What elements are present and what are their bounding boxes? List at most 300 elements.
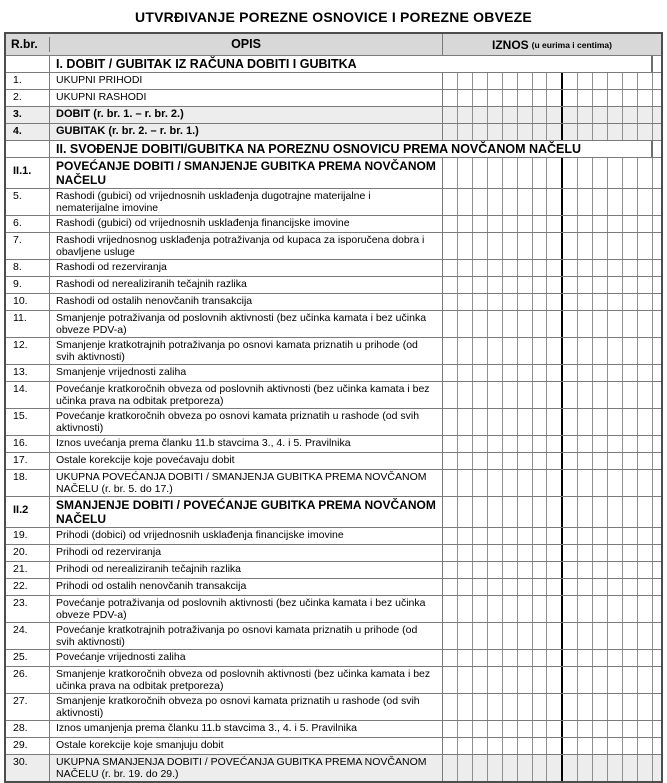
- amount-cell[interactable]: [652, 694, 661, 720]
- amount-cell[interactable]: [457, 528, 472, 544]
- amount-cell[interactable]: [607, 124, 622, 140]
- amount-cell[interactable]: [487, 667, 502, 693]
- amount-cell[interactable]: [517, 260, 532, 276]
- amount-cell[interactable]: [487, 453, 502, 469]
- amount-cell[interactable]: [607, 233, 622, 259]
- amount-cell[interactable]: [443, 721, 457, 737]
- amount-cell[interactable]: [457, 107, 472, 123]
- amount-cell[interactable]: [622, 311, 637, 337]
- amount-cell[interactable]: [457, 73, 472, 89]
- amount-cell[interactable]: [561, 338, 577, 364]
- amount-cell[interactable]: [592, 311, 607, 337]
- amount-cell[interactable]: [472, 277, 487, 293]
- amount-cell[interactable]: [546, 294, 561, 310]
- amount-cell[interactable]: [472, 158, 487, 188]
- amount-cell[interactable]: [457, 409, 472, 435]
- amount-cell[interactable]: [502, 562, 517, 578]
- amount-cell[interactable]: [637, 73, 652, 89]
- amount-cell[interactable]: [472, 470, 487, 496]
- amount-cell[interactable]: [652, 409, 661, 435]
- amount-cell[interactable]: [532, 650, 547, 666]
- amount-cell[interactable]: [652, 453, 661, 469]
- amount-cell[interactable]: [487, 755, 502, 781]
- amount-cell[interactable]: [637, 667, 652, 693]
- amount-cell[interactable]: [652, 124, 661, 140]
- amount-cell[interactable]: [577, 311, 592, 337]
- amount-cell[interactable]: [607, 294, 622, 310]
- amount-cell[interactable]: [487, 189, 502, 215]
- amount-cell[interactable]: [517, 453, 532, 469]
- amount-cell[interactable]: [472, 755, 487, 781]
- amount-cell[interactable]: [517, 90, 532, 106]
- amount-cell[interactable]: [487, 694, 502, 720]
- amount-cell[interactable]: [487, 721, 502, 737]
- amount-cell[interactable]: [487, 436, 502, 452]
- amount-cell[interactable]: [592, 216, 607, 232]
- amount-cell[interactable]: [487, 277, 502, 293]
- amount-cell[interactable]: [457, 260, 472, 276]
- amount-cell[interactable]: [622, 409, 637, 435]
- amount-cell[interactable]: [637, 623, 652, 649]
- amount-cell[interactable]: [561, 596, 577, 622]
- amount-cell[interactable]: [443, 409, 457, 435]
- amount-cell[interactable]: [622, 650, 637, 666]
- amount-cell[interactable]: [592, 721, 607, 737]
- amount-cell[interactable]: [637, 453, 652, 469]
- amount-cell[interactable]: [561, 409, 577, 435]
- amount-cell[interactable]: [592, 562, 607, 578]
- amount-cell[interactable]: [502, 107, 517, 123]
- amount-cell[interactable]: [592, 596, 607, 622]
- amount-cell[interactable]: [502, 233, 517, 259]
- amount-cell[interactable]: [532, 738, 547, 754]
- amount-cell[interactable]: [472, 453, 487, 469]
- amount-cell[interactable]: [502, 294, 517, 310]
- amount-cell[interactable]: [443, 528, 457, 544]
- amount-cell[interactable]: [472, 338, 487, 364]
- amount-cell[interactable]: [561, 382, 577, 408]
- amount-cell[interactable]: [607, 755, 622, 781]
- amount-cell[interactable]: [502, 311, 517, 337]
- amount-cell[interactable]: [457, 233, 472, 259]
- amount-cell[interactable]: [502, 545, 517, 561]
- amount-cell[interactable]: [502, 667, 517, 693]
- amount-cell[interactable]: [561, 436, 577, 452]
- amount-cell[interactable]: [546, 107, 561, 123]
- amount-cell[interactable]: [517, 721, 532, 737]
- amount-cell[interactable]: [607, 73, 622, 89]
- amount-cell[interactable]: [502, 409, 517, 435]
- amount-cell[interactable]: [502, 694, 517, 720]
- amount-cell[interactable]: [532, 497, 547, 527]
- amount-cell[interactable]: [472, 721, 487, 737]
- amount-cell[interactable]: [577, 382, 592, 408]
- amount-cell[interactable]: [517, 124, 532, 140]
- amount-cell[interactable]: [622, 755, 637, 781]
- amount-cell[interactable]: [517, 409, 532, 435]
- amount-cell[interactable]: [546, 260, 561, 276]
- amount-cell[interactable]: [637, 260, 652, 276]
- amount-cell[interactable]: [637, 497, 652, 527]
- amount-cell[interactable]: [487, 294, 502, 310]
- amount-cell[interactable]: [637, 338, 652, 364]
- amount-cell[interactable]: [561, 545, 577, 561]
- amount-cell[interactable]: [607, 738, 622, 754]
- amount-cell[interactable]: [502, 90, 517, 106]
- amount-cell[interactable]: [546, 470, 561, 496]
- amount-cell[interactable]: [546, 409, 561, 435]
- amount-cell[interactable]: [457, 721, 472, 737]
- amount-cell[interactable]: [502, 738, 517, 754]
- amount-cell[interactable]: [577, 158, 592, 188]
- amount-cell[interactable]: [577, 124, 592, 140]
- amount-cell[interactable]: [502, 73, 517, 89]
- amount-cell[interactable]: [487, 107, 502, 123]
- amount-cell[interactable]: [577, 338, 592, 364]
- amount-cell[interactable]: [457, 189, 472, 215]
- amount-cell[interactable]: [443, 233, 457, 259]
- amount-cell[interactable]: [561, 470, 577, 496]
- amount-cell[interactable]: [443, 623, 457, 649]
- amount-cell[interactable]: [592, 528, 607, 544]
- amount-cell[interactable]: [637, 189, 652, 215]
- amount-cell[interactable]: [457, 90, 472, 106]
- amount-cell[interactable]: [472, 409, 487, 435]
- amount-cell[interactable]: [546, 158, 561, 188]
- amount-cell[interactable]: [592, 73, 607, 89]
- amount-cell[interactable]: [577, 470, 592, 496]
- amount-cell[interactable]: [457, 158, 472, 188]
- amount-cell[interactable]: [532, 667, 547, 693]
- amount-cell[interactable]: [652, 436, 661, 452]
- amount-cell[interactable]: [577, 755, 592, 781]
- amount-cell[interactable]: [443, 294, 457, 310]
- amount-cell[interactable]: [622, 436, 637, 452]
- amount-cell[interactable]: [607, 436, 622, 452]
- amount-cell[interactable]: [517, 233, 532, 259]
- amount-cell[interactable]: [546, 755, 561, 781]
- amount-cell[interactable]: [472, 596, 487, 622]
- amount-cell[interactable]: [637, 158, 652, 188]
- amount-cell[interactable]: [457, 311, 472, 337]
- amount-cell[interactable]: [517, 470, 532, 496]
- amount-cell[interactable]: [472, 107, 487, 123]
- amount-cell[interactable]: [577, 694, 592, 720]
- amount-cell[interactable]: [457, 596, 472, 622]
- amount-cell[interactable]: [487, 124, 502, 140]
- amount-cell[interactable]: [517, 216, 532, 232]
- amount-cell[interactable]: [607, 338, 622, 364]
- amount-cell[interactable]: [517, 497, 532, 527]
- amount-cell[interactable]: [577, 562, 592, 578]
- amount-cell[interactable]: [577, 721, 592, 737]
- amount-cell[interactable]: [607, 721, 622, 737]
- amount-cell[interactable]: [517, 623, 532, 649]
- amount-cell[interactable]: [443, 650, 457, 666]
- amount-cell[interactable]: [592, 453, 607, 469]
- amount-cell[interactable]: [502, 338, 517, 364]
- amount-cell[interactable]: [637, 311, 652, 337]
- amount-cell[interactable]: [546, 497, 561, 527]
- amount-cell[interactable]: [607, 650, 622, 666]
- amount-cell[interactable]: [607, 189, 622, 215]
- amount-cell[interactable]: [502, 721, 517, 737]
- amount-cell[interactable]: [532, 721, 547, 737]
- amount-cell[interactable]: [546, 189, 561, 215]
- amount-cell[interactable]: [472, 545, 487, 561]
- amount-cell[interactable]: [577, 596, 592, 622]
- amount-cell[interactable]: [637, 90, 652, 106]
- amount-cell[interactable]: [622, 497, 637, 527]
- amount-cell[interactable]: [532, 545, 547, 561]
- amount-cell[interactable]: [457, 436, 472, 452]
- amount-cell[interactable]: [652, 528, 661, 544]
- amount-cell[interactable]: [607, 107, 622, 123]
- amount-cell[interactable]: [577, 545, 592, 561]
- amount-cell[interactable]: [502, 158, 517, 188]
- amount-cell[interactable]: [561, 294, 577, 310]
- amount-cell[interactable]: [487, 596, 502, 622]
- amount-cell[interactable]: [443, 382, 457, 408]
- amount-cell[interactable]: [487, 497, 502, 527]
- amount-cell[interactable]: [443, 694, 457, 720]
- amount-cell[interactable]: [622, 596, 637, 622]
- amount-cell[interactable]: [592, 667, 607, 693]
- amount-cell[interactable]: [652, 382, 661, 408]
- amount-cell[interactable]: [517, 277, 532, 293]
- amount-cell[interactable]: [577, 365, 592, 381]
- amount-cell[interactable]: [517, 189, 532, 215]
- amount-cell[interactable]: [546, 453, 561, 469]
- amount-cell[interactable]: [652, 562, 661, 578]
- amount-cell[interactable]: [443, 311, 457, 337]
- amount-cell[interactable]: [472, 90, 487, 106]
- amount-cell[interactable]: [546, 528, 561, 544]
- amount-cell[interactable]: [443, 497, 457, 527]
- amount-cell[interactable]: [487, 260, 502, 276]
- amount-cell[interactable]: [637, 545, 652, 561]
- amount-cell[interactable]: [637, 694, 652, 720]
- amount-cell[interactable]: [561, 124, 577, 140]
- amount-cell[interactable]: [487, 470, 502, 496]
- amount-cell[interactable]: [652, 233, 661, 259]
- amount-cell[interactable]: [502, 189, 517, 215]
- amount-cell[interactable]: [622, 277, 637, 293]
- amount-cell[interactable]: [637, 409, 652, 435]
- amount-cell[interactable]: [546, 365, 561, 381]
- amount-cell[interactable]: [472, 124, 487, 140]
- amount-cell[interactable]: [443, 90, 457, 106]
- amount-cell[interactable]: [487, 90, 502, 106]
- amount-cell[interactable]: [592, 579, 607, 595]
- amount-cell[interactable]: [546, 436, 561, 452]
- amount-cell[interactable]: [487, 338, 502, 364]
- amount-cell[interactable]: [577, 216, 592, 232]
- amount-cell[interactable]: [592, 409, 607, 435]
- amount-cell[interactable]: [622, 233, 637, 259]
- amount-cell[interactable]: [457, 694, 472, 720]
- amount-cell[interactable]: [472, 623, 487, 649]
- amount-cell[interactable]: [622, 562, 637, 578]
- amount-cell[interactable]: [502, 124, 517, 140]
- amount-cell[interactable]: [622, 623, 637, 649]
- amount-cell[interactable]: [622, 260, 637, 276]
- amount-cell[interactable]: [607, 694, 622, 720]
- amount-cell[interactable]: [637, 528, 652, 544]
- amount-cell[interactable]: [607, 562, 622, 578]
- amount-cell[interactable]: [517, 73, 532, 89]
- amount-cell[interactable]: [517, 528, 532, 544]
- amount-cell[interactable]: [622, 738, 637, 754]
- amount-cell[interactable]: [607, 216, 622, 232]
- amount-cell[interactable]: [637, 755, 652, 781]
- amount-cell[interactable]: [457, 470, 472, 496]
- amount-cell[interactable]: [622, 528, 637, 544]
- amount-cell[interactable]: [577, 409, 592, 435]
- amount-cell[interactable]: [652, 90, 661, 106]
- amount-cell[interactable]: [546, 738, 561, 754]
- amount-cell[interactable]: [487, 623, 502, 649]
- amount-cell[interactable]: [532, 294, 547, 310]
- amount-cell[interactable]: [546, 277, 561, 293]
- amount-cell[interactable]: [487, 409, 502, 435]
- amount-cell[interactable]: [532, 338, 547, 364]
- amount-cell[interactable]: [443, 453, 457, 469]
- amount-cell[interactable]: [517, 579, 532, 595]
- amount-cell[interactable]: [592, 545, 607, 561]
- amount-cell[interactable]: [622, 545, 637, 561]
- amount-cell[interactable]: [532, 694, 547, 720]
- amount-cell[interactable]: [457, 453, 472, 469]
- amount-cell[interactable]: [561, 562, 577, 578]
- amount-cell[interactable]: [472, 738, 487, 754]
- amount-cell[interactable]: [637, 562, 652, 578]
- amount-cell[interactable]: [457, 579, 472, 595]
- amount-cell[interactable]: [487, 311, 502, 337]
- amount-cell[interactable]: [622, 579, 637, 595]
- amount-cell[interactable]: [457, 738, 472, 754]
- amount-cell[interactable]: [502, 579, 517, 595]
- amount-cell[interactable]: [546, 579, 561, 595]
- amount-cell[interactable]: [652, 189, 661, 215]
- amount-cell[interactable]: [517, 436, 532, 452]
- amount-cell[interactable]: [561, 528, 577, 544]
- amount-cell[interactable]: [652, 579, 661, 595]
- amount-cell[interactable]: [652, 596, 661, 622]
- amount-cell[interactable]: [561, 650, 577, 666]
- amount-cell[interactable]: [443, 73, 457, 89]
- amount-cell[interactable]: [561, 365, 577, 381]
- amount-cell[interactable]: [546, 382, 561, 408]
- amount-cell[interactable]: [457, 216, 472, 232]
- amount-cell[interactable]: [443, 436, 457, 452]
- amount-cell[interactable]: [592, 755, 607, 781]
- amount-cell[interactable]: [472, 294, 487, 310]
- amount-cell[interactable]: [592, 124, 607, 140]
- amount-cell[interactable]: [637, 650, 652, 666]
- amount-cell[interactable]: [443, 562, 457, 578]
- amount-cell[interactable]: [517, 545, 532, 561]
- amount-cell[interactable]: [472, 497, 487, 527]
- amount-cell[interactable]: [532, 623, 547, 649]
- amount-cell[interactable]: [443, 755, 457, 781]
- amount-cell[interactable]: [592, 650, 607, 666]
- amount-cell[interactable]: [652, 158, 661, 188]
- amount-cell[interactable]: [517, 562, 532, 578]
- amount-cell[interactable]: [592, 365, 607, 381]
- amount-cell[interactable]: [637, 365, 652, 381]
- amount-cell[interactable]: [561, 233, 577, 259]
- amount-cell[interactable]: [652, 107, 661, 123]
- amount-cell[interactable]: [487, 579, 502, 595]
- amount-cell[interactable]: [502, 453, 517, 469]
- amount-cell[interactable]: [652, 311, 661, 337]
- amount-cell[interactable]: [652, 667, 661, 693]
- amount-cell[interactable]: [652, 545, 661, 561]
- amount-cell[interactable]: [607, 409, 622, 435]
- amount-cell[interactable]: [607, 497, 622, 527]
- amount-cell[interactable]: [443, 124, 457, 140]
- amount-cell[interactable]: [652, 650, 661, 666]
- amount-cell[interactable]: [472, 667, 487, 693]
- amount-cell[interactable]: [472, 562, 487, 578]
- amount-cell[interactable]: [607, 623, 622, 649]
- amount-cell[interactable]: [577, 497, 592, 527]
- amount-cell[interactable]: [472, 260, 487, 276]
- amount-cell[interactable]: [577, 294, 592, 310]
- amount-cell[interactable]: [577, 528, 592, 544]
- amount-cell[interactable]: [561, 579, 577, 595]
- amount-cell[interactable]: [546, 721, 561, 737]
- amount-cell[interactable]: [487, 382, 502, 408]
- amount-cell[interactable]: [592, 738, 607, 754]
- amount-cell[interactable]: [607, 667, 622, 693]
- amount-cell[interactable]: [561, 260, 577, 276]
- amount-cell[interactable]: [561, 667, 577, 693]
- amount-cell[interactable]: [443, 667, 457, 693]
- amount-cell[interactable]: [502, 216, 517, 232]
- amount-cell[interactable]: [487, 528, 502, 544]
- amount-cell[interactable]: [592, 90, 607, 106]
- amount-cell[interactable]: [443, 189, 457, 215]
- amount-cell[interactable]: [502, 528, 517, 544]
- amount-cell[interactable]: [637, 277, 652, 293]
- amount-cell[interactable]: [561, 453, 577, 469]
- amount-cell[interactable]: [457, 545, 472, 561]
- amount-cell[interactable]: [532, 562, 547, 578]
- amount-cell[interactable]: [517, 650, 532, 666]
- amount-cell[interactable]: [652, 260, 661, 276]
- amount-cell[interactable]: [637, 216, 652, 232]
- amount-cell[interactable]: [607, 311, 622, 337]
- amount-cell[interactable]: [607, 470, 622, 496]
- amount-cell[interactable]: [502, 497, 517, 527]
- amount-cell[interactable]: [637, 382, 652, 408]
- amount-cell[interactable]: [577, 436, 592, 452]
- amount-cell[interactable]: [592, 436, 607, 452]
- amount-cell[interactable]: [607, 382, 622, 408]
- amount-cell[interactable]: [502, 277, 517, 293]
- amount-cell[interactable]: [607, 545, 622, 561]
- amount-cell[interactable]: [487, 216, 502, 232]
- amount-cell[interactable]: [561, 216, 577, 232]
- amount-cell[interactable]: [592, 497, 607, 527]
- amount-cell[interactable]: [532, 311, 547, 337]
- amount-cell[interactable]: [532, 382, 547, 408]
- amount-cell[interactable]: [607, 528, 622, 544]
- amount-cell[interactable]: [472, 73, 487, 89]
- amount-cell[interactable]: [472, 365, 487, 381]
